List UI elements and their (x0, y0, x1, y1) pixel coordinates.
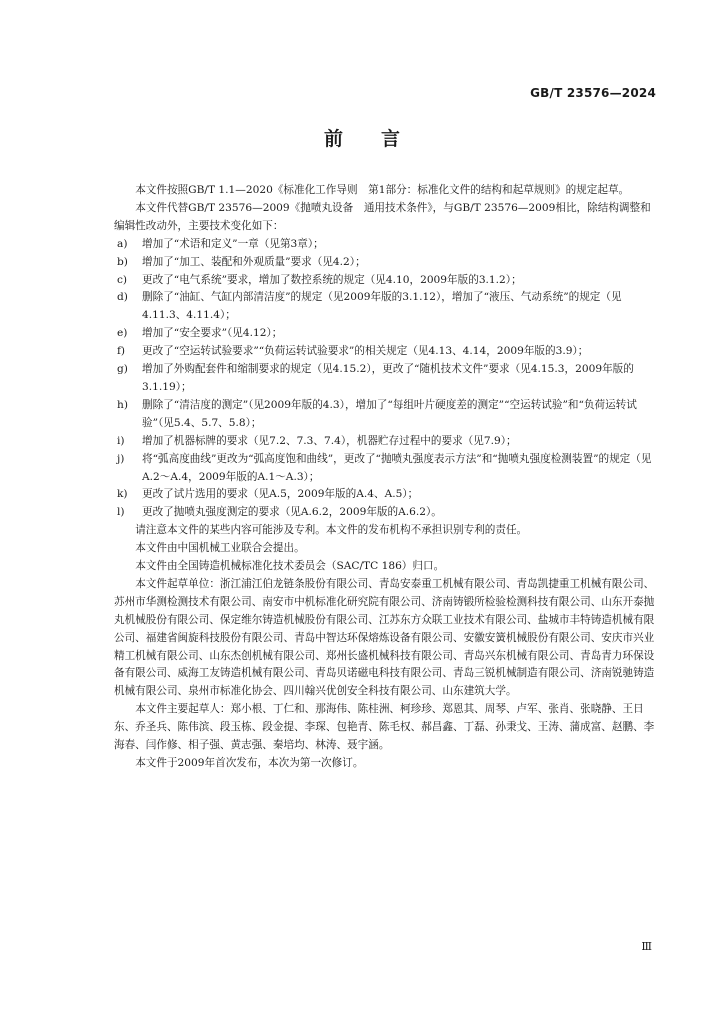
change-item (114, 486, 658, 504)
change-item (114, 236, 658, 254)
item-marker: g) (117, 363, 128, 376)
page-title: 前言 (323, 128, 438, 150)
change-item (114, 504, 658, 522)
intro-paragraph: 本文件按照GB/T 1.1—2020《标准化工作导则 第1部分：标准化文件的结构和起草规则》的规定起草。 (135, 184, 630, 196)
item-text: 更改了试片选用的要求（见A.5，2009年版的A.4、A.5）； (142, 488, 419, 501)
history-paragraph: 本文件于2009年首次发布，本次为第一次修订。 (135, 757, 364, 769)
patent-notice: 请注意本文件的某些内容可能涉及专利。本文件的发布机构不承担识别专利的责任。 (135, 524, 528, 537)
item-marker: e) (117, 327, 128, 340)
item-marker: d) (117, 291, 128, 304)
intro-paragraph: 本文件代替GB/T 23576—2009《抛喷丸设备 通用技术条件》，与GB/T 23576—2009相比，除结构调整和编辑性改动外，主要技术变化如下： (114, 201, 651, 232)
item-marker: c) (117, 273, 128, 286)
item-text: 删除了“油缸、气缸内部清洁度”的规定（见2009年版的3.1.12），增加了“液压、气动系统”的规定（见4.11.3、4.11.4）； (142, 291, 622, 322)
page-number: Ⅲ (641, 940, 652, 953)
change-item (114, 325, 658, 343)
item-marker: f) (117, 345, 126, 358)
item-text: 增加了“安全要求”（见4.12）； (142, 327, 283, 340)
proposer-paragraph: 本文件由中国机械工业联合会提出。 (135, 542, 305, 555)
item-marker: h) (117, 398, 128, 411)
item-text: 更改了抛喷丸强度测定的要求（见A.6.2，2009年版的A.6.2）。 (142, 506, 442, 519)
item-text: 增加了“加工、装配和外观质量”要求（见4.2）； (142, 255, 366, 268)
change-item (114, 289, 658, 325)
item-marker: j) (117, 452, 125, 465)
item-marker: i) (117, 434, 125, 447)
item-text: 增加了“术语和定义”一章（见第3章）； (142, 237, 324, 250)
item-marker: l) (117, 506, 125, 519)
item-text: 将“弧高度曲线”更改为“弧高度饱和曲线”，更改了“抛喷丸强度表示方法”和“抛喷丸强度检测装置”的规定（见A.2～A.4，2009年版的A.1～A.3）； (142, 452, 652, 483)
foreword-body (114, 182, 658, 773)
item-marker: a) (117, 237, 128, 250)
drafting-units-paragraph: 本文件起草单位：浙江浦江伯龙链条股份有限公司、青岛安泰重工机械有限公司、青岛凯捷重工机械有限公司、苏州市华测检测技术有限公司、南安市中机标准化研究院有限公司、济南铸锻所检验检测科技有限公司、山东开泰抛丸机械股份有限公司、保定维尔铸造机械股份有限公司、江苏东方众联工业技术有限公司、盐城市丰特铸造机械有限公司、福建省闽旋科技股份有限公司、青岛中智达环保熔炼设备有限公司、安徽安簧机械股份有限公司、安庆市兴业精工机械有限公司、山东杰创机械有限公司、郑州长盛机械科技有限公司、青岛兴东机械有限公司、青岛青力环保设备有限公司、威海工友铸造机械有限公司、青岛贝诺磁电科技有限公司、青岛三锐机械制造有限公司、济南锐驰铸造机械有限公司、泉州市标准化协会、四川翰兴优创安全科技有限公司、山东建筑大学。 (114, 577, 655, 698)
item-text: 增加了机器标牌的要求（见7.2、7.3、7.4），机器贮存过程中的要求（见7.9）； (142, 434, 517, 447)
change-item (114, 433, 658, 451)
changes-list (114, 236, 658, 523)
change-item (114, 254, 658, 272)
item-text: 更改了“电气系统”要求，增加了数控系统的规定（见4.10，2009年版的3.1.2）； (142, 273, 522, 286)
item-text: 增加了外购配套件和缩制要求的规定（见4.15.2），更改了“随机技术文件”要求（见4.15.3，2009年版的3.1.19）； (142, 363, 634, 393)
standard-code: GB/T 23576—2024 (530, 86, 656, 100)
item-text: 更改了“空运转试验要求”“负荷运转试验要求”的相关规定（见4.13、4.14，2009年版的3.9）； (142, 345, 589, 358)
change-item (114, 397, 658, 433)
item-text: 删除了“清洁度的测定”（见2009年版的4.3），增加了“每组叶片硬度差的测定”“空运转试验”和“负荷运转试验”（见5.4、5.7、5.8）； (142, 398, 637, 429)
drafters-paragraph: 本文件主要起草人：郑小根、丁仁和、那海伟、陈桂洲、柯珍珍、郑恩其、周琴、卢军、张肖、张晓静、王日东、乔圣兵、陈伟滨、段玉栋、段金提、李琛、包艳青、陈毛权、郝昌鑫、丁磊、孙秉戈、王涛、蒲成富、赵鹏、李海春、闫作修、相子强、黄志强、秦培均、林涛、聂宇涵。 (114, 703, 655, 752)
item-marker: b) (117, 255, 128, 268)
change-item (114, 272, 658, 290)
change-item (114, 451, 658, 487)
committee-paragraph: 本文件由全国铸造机械标准化技术委员会（SAC/TC 186）归口。 (135, 560, 445, 573)
item-marker: k) (117, 488, 128, 501)
change-item (114, 361, 658, 397)
change-item (114, 343, 658, 361)
